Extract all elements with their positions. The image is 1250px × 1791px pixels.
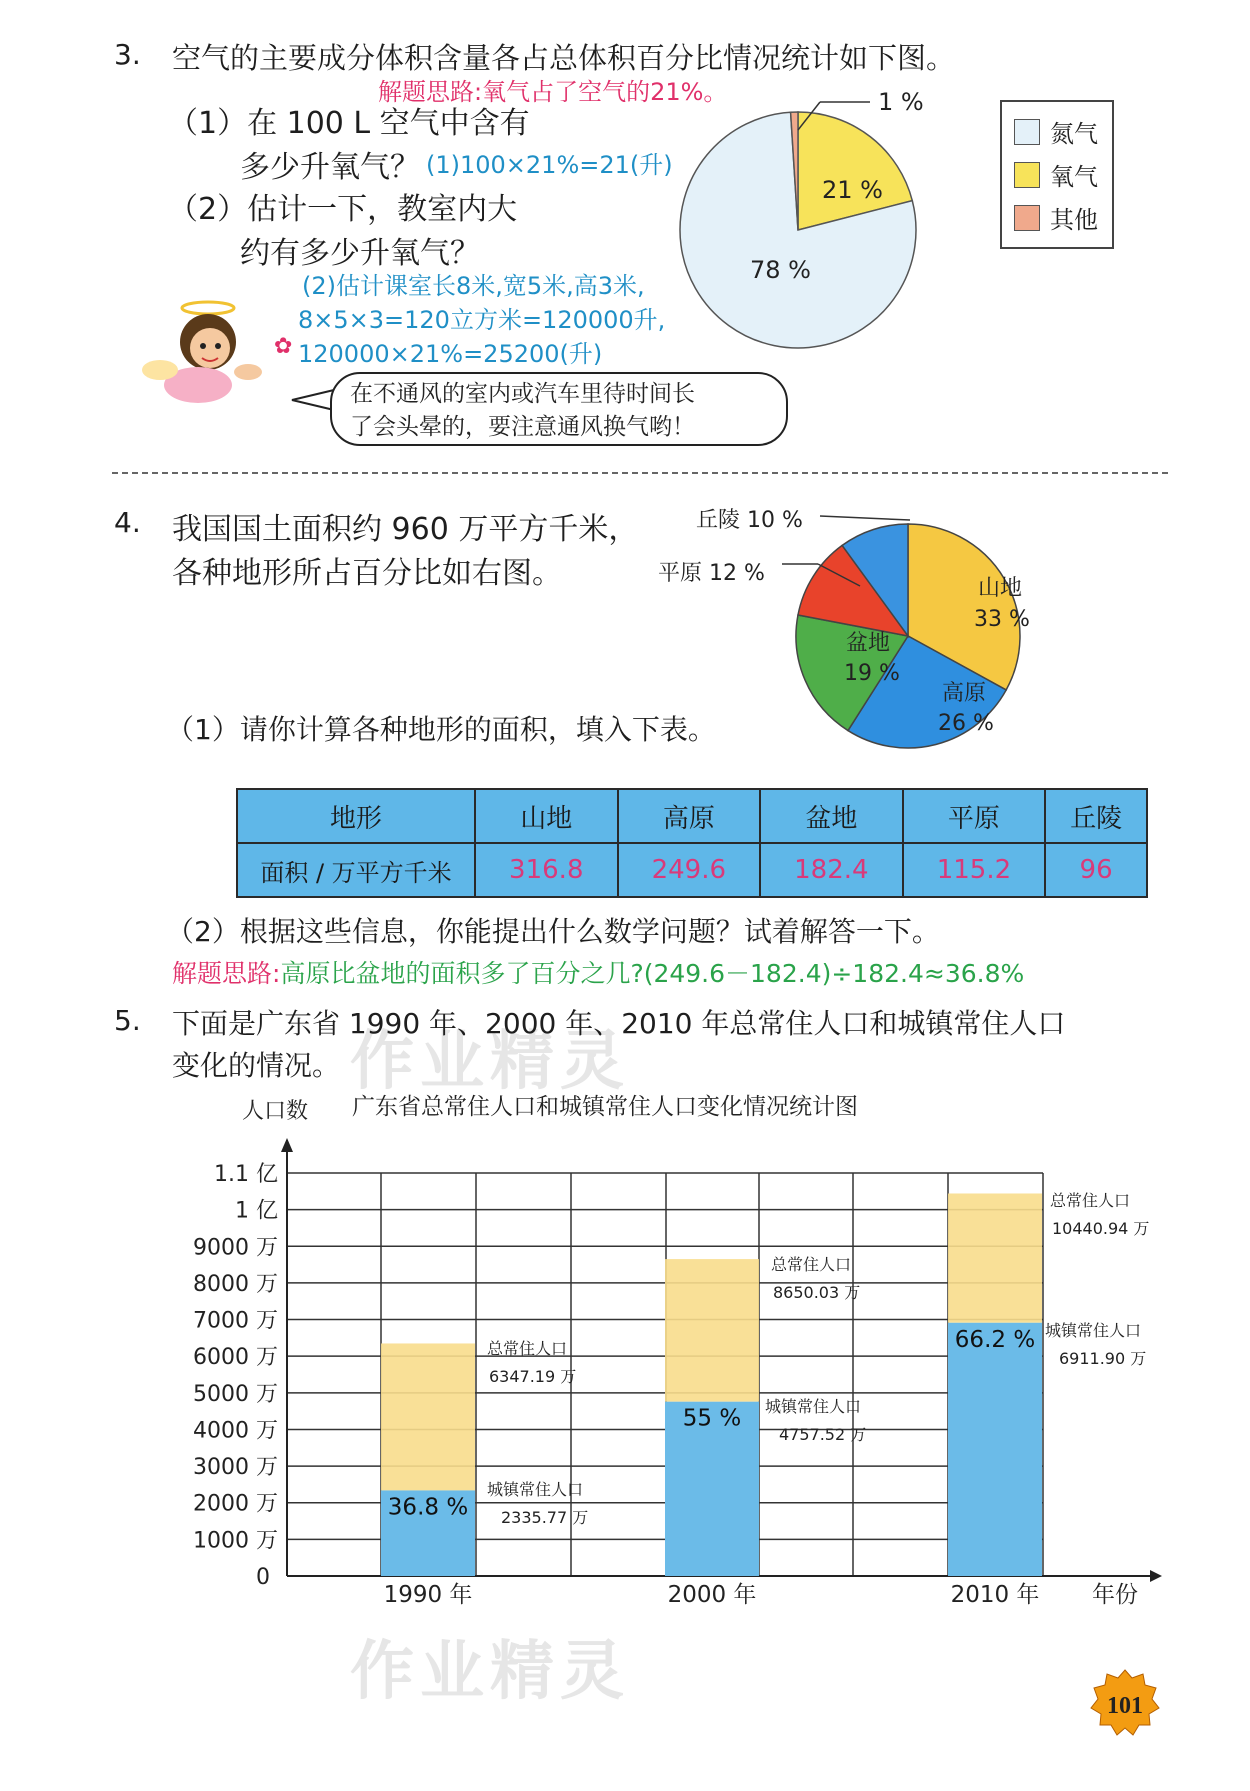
table-head-pingyuan: 平原 [903,789,1046,843]
q3-answer-2-line1: (2)估计课室长8米,宽5米,高3米, [302,272,645,300]
q4-number: 4. [114,506,141,539]
y-tick-label: 2000 万 [193,1491,278,1517]
table-value-gaoyuan: 249.6 [618,843,761,897]
terrain-label-qiuling: 丘陵 10 % [696,508,803,533]
y-tick-label: 1 亿 [235,1198,278,1224]
bar-total-population [948,1193,1042,1322]
table-head-pendi: 盆地 [760,789,903,843]
y-tick-label: 7000 万 [193,1308,278,1334]
x-axis-arrow [1150,1570,1162,1582]
table-value-pingyuan: 115.2 [903,843,1046,897]
bubble-line-2: 了会头晕的，要注意通风换气哟！ [350,414,695,440]
flower-icon: ✿ [274,334,293,359]
annotation-urban-label: 城镇常住人口 [1045,1321,1142,1340]
bar-total-population [665,1259,759,1402]
q3-number: 3. [114,38,141,71]
bar-total-population [381,1343,475,1490]
table-head-terrain: 地形 [237,789,475,843]
terrain-label-pingyuan: 平原 12 % [658,561,765,586]
q3-sub2-line1: （2）估计一下，教室内大 [168,192,518,227]
q3-hint: 解题思路:氧气占了空气的21%。 [378,78,728,106]
y-tick-label: 1000 万 [193,1528,278,1554]
x-tick-label: 2010 年 [950,1582,1040,1608]
population-chart-ylabel: 人口数 [242,1099,309,1124]
q4-hint-label: 解题思路: [172,959,281,988]
annotation-total-label: 总常住人口 [771,1255,852,1274]
y-axis-arrow [281,1138,293,1152]
terrain-label-gaoyuan-pct: 26 % [938,711,994,736]
annotation-urban-value: 4757.52 万 [779,1425,867,1444]
legend-label-other: 其他 [1050,206,1098,234]
q3-answer-2-line3: 120000×21%=25200(升) [298,340,603,368]
q3-sub1-line1: （1）在 100 L 空气中含有 [168,106,530,141]
bar-urban-percent-label: 36.8 % [387,1494,469,1521]
q4-sub2: （2）根据这些信息，你能提出什么数学问题？试着解答一下。 [166,915,940,948]
watermark-text-bottom: 作业精灵 [350,1635,630,1709]
y-tick-label: 0 [256,1565,270,1590]
bubble-line-1: 在不通风的室内或汽车里待时间长 [350,381,695,407]
y-tick-label: 1.1 亿 [214,1162,278,1187]
bar-urban-population [948,1323,1042,1576]
terrain-label-pendi-name: 盆地 [846,631,891,656]
x-axis-label: 年份 [1092,1582,1138,1608]
q3-sub1-line2: 多少升氧气？ [240,150,420,185]
bar-urban-percent-label: 55 % [682,1405,742,1432]
terrain-label-gaoyuan-name: 高原 [942,681,987,706]
q3-title: 空气的主要成分体积含量各占总体积百分比情况统计如下图。 [172,41,956,75]
air-label-nitrogen: 78 % [750,256,811,284]
q4-line1: 我国国土面积约 960 万平方千米， [172,512,639,547]
table-head-shandi: 山地 [475,789,618,843]
y-tick-label: 3000 万 [193,1455,278,1481]
annotation-urban-value: 6911.90 万 [1059,1349,1147,1368]
table-value-qiuling: 96 [1045,843,1147,897]
air-label-oxygen: 21 % [822,176,883,204]
bar-urban-percent-label: 66.2 % [954,1326,1036,1353]
table-head-gaoyuan: 高原 [618,789,761,843]
y-tick-label: 6000 万 [193,1345,278,1371]
terrain-label-shandi-name: 山地 [978,576,1023,601]
annotation-total-label: 总常住人口 [487,1339,568,1358]
x-tick-label: 1990 年 [383,1582,473,1608]
page-number: 101 [1107,1693,1143,1719]
table-value-shandi: 316.8 [475,843,618,897]
annotation-total-label: 总常住人口 [1050,1191,1131,1210]
q4-sub1: （1）请你计算各种地形的面积，填入下表。 [166,713,716,746]
q4-hint-text: 高原比盆地的面积多了百分之几?(249.6－182.4)÷182.4≈36.8% [280,959,1025,988]
q5-line2: 变化的情况。 [172,1049,341,1082]
annotation-total-value: 8650.03 万 [773,1283,861,1302]
terrain-label-pendi-pct: 19 % [844,661,900,686]
x-tick-label: 2000 年 [667,1582,757,1608]
y-tick-label: 8000 万 [193,1271,278,1297]
q3-sub2-line2: 约有多少升氧气？ [240,236,480,271]
population-chart-title: 广东省总常住人口和城镇常住人口变化情况统计图 [352,1094,858,1120]
table-head-qiuling: 丘陵 [1045,789,1147,843]
y-tick-label: 9000 万 [193,1235,278,1261]
annotation-total-value: 10440.94 万 [1052,1219,1150,1238]
y-tick-label: 4000 万 [193,1418,278,1444]
annotation-urban-label: 城镇常住人口 [487,1480,584,1499]
q5-number: 5. [114,1004,141,1037]
legend-label-oxygen: 氧气 [1050,163,1098,191]
air-label-other: 1 % [878,90,924,116]
y-tick-label: 5000 万 [193,1381,278,1407]
annotation-urban-value: 2335.77 万 [501,1508,589,1527]
q3-answer-1: (1)100×21%=21(升) [426,151,673,179]
q4-line2: 各种地形所占百分比如右图。 [172,556,562,591]
watermark-text: 作业精灵 [350,1025,630,1099]
annotation-total-value: 6347.19 万 [489,1367,577,1386]
table-value-pendi: 182.4 [760,843,903,897]
q5-line1: 下面是广东省 1990 年、2000 年、2010 年总常住人口和城镇常住人口 [172,1007,1066,1040]
table-row-label: 面积 / 万平方千米 [237,843,475,897]
terrain-label-shandi-pct: 33 % [974,607,1030,632]
q3-answer-2-line2: 8×5×3=120立方米=120000升, [298,306,666,334]
legend-label-nitrogen: 氮气 [1050,120,1098,148]
annotation-urban-label: 城镇常住人口 [765,1397,862,1416]
page-number-badge [1090,1668,1160,1738]
